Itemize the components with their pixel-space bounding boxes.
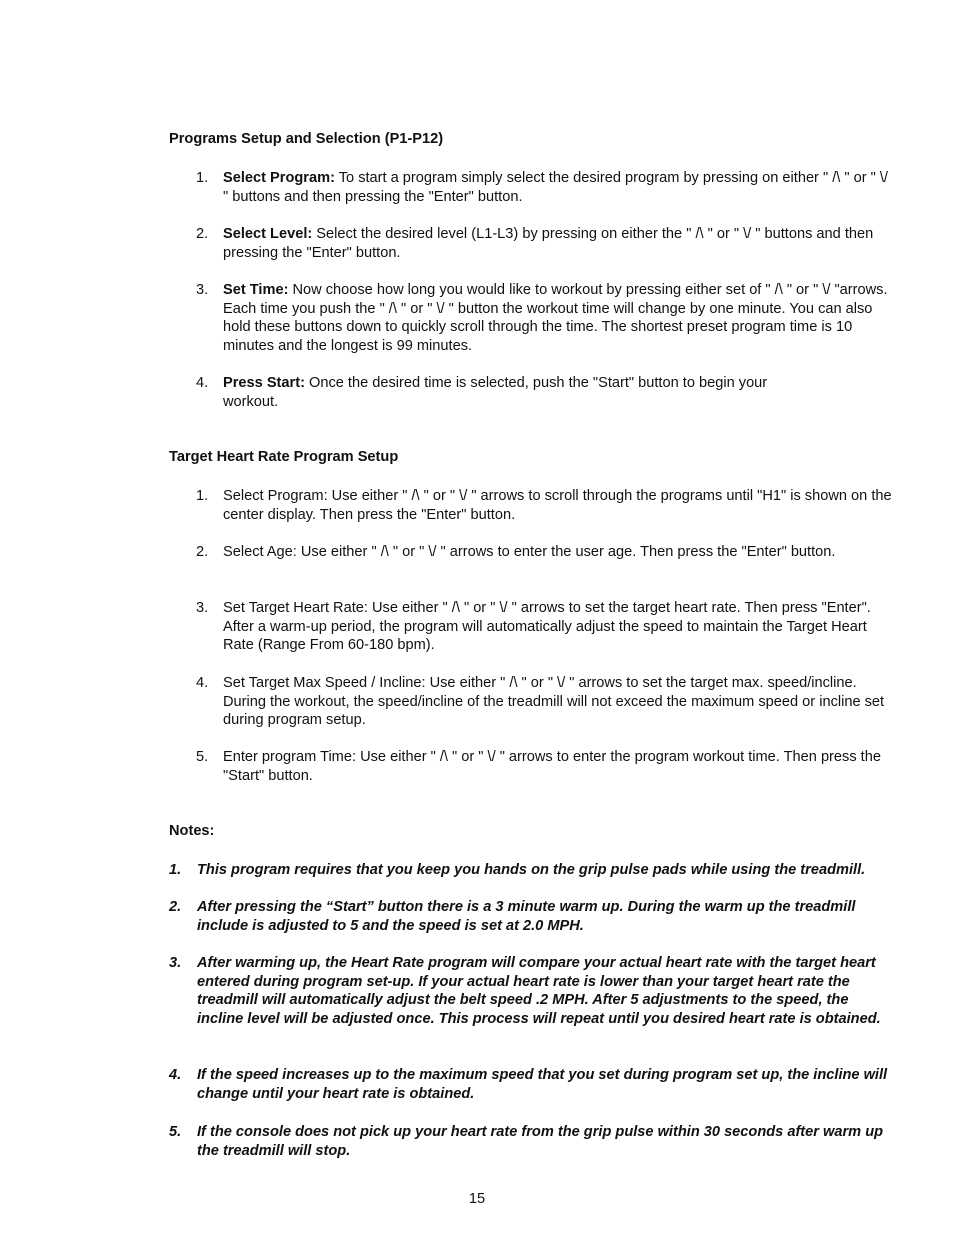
note-text: After pressing the “Start” button there is a 3 minute warm up. During the warm up the treadmill include is adjusted to 5 and the speed is set at 2.0 MPH. xyxy=(197,899,856,934)
list-number: 4. xyxy=(196,375,209,391)
list-item xyxy=(196,748,896,785)
notes-heading: Notes: xyxy=(169,823,215,839)
note-number: 4. xyxy=(169,1067,182,1083)
note-item xyxy=(169,861,894,880)
note-item xyxy=(169,898,894,935)
list-number: 4. xyxy=(196,675,209,691)
note-number: 3. xyxy=(169,955,182,971)
item-label: Press Start: xyxy=(223,375,305,391)
item-text: Set Target Max Speed / Incline: Use either " /\ " or " \/ " arrows to set the target max. speed/incline. During the workout, the speed/incline of the treadmill will not exceed the maximum speed or incline set during program setup. xyxy=(223,675,885,729)
list-number: 1. xyxy=(196,488,209,504)
item-label: Select Level: xyxy=(223,226,313,242)
item-text: To start a program simply select the desired program by pressing on either " /\ " or " \/ " buttons and then pressing the "Enter" button. xyxy=(223,170,888,205)
note-text: After warming up, the Heart Rate program will compare your actual heart rate with the target heart entered during program set-up. If your actual heart rate is lower than your target heart rate the treadmill will automatically adjust the belt speed .2 MPH. After 5 adjustments to the speed, the incline level will be adjusted once. This process will repeat until you desired heart rate is obtained. xyxy=(197,955,881,1027)
list-number: 3. xyxy=(196,600,209,616)
page-number: 15 xyxy=(468,1191,486,1207)
list-item xyxy=(196,374,816,411)
list-item xyxy=(196,169,896,206)
list-item xyxy=(196,281,896,355)
note-text: This program requires that you keep you hands on the grip pulse pads while using the treadmill. xyxy=(197,862,866,878)
list-item xyxy=(196,487,896,524)
note-item xyxy=(169,954,894,1028)
note-number: 5. xyxy=(169,1124,182,1140)
list-item xyxy=(196,543,896,562)
list-number: 5. xyxy=(196,749,209,765)
list-item xyxy=(196,599,896,655)
list-number: 3. xyxy=(196,282,209,298)
note-text: If the speed increases up to the maximum speed that you set during program set up, the incline will change until your heart rate is obtained. xyxy=(197,1067,888,1102)
note-number: 2. xyxy=(169,899,182,915)
item-text: Once the desired time is selected, push the "Start" button to begin your workout. xyxy=(223,375,768,410)
item-text: Now choose how long you would like to workout by pressing either set of " /\ " or " \/ "arrows. Each time you push the " /\ " or " \/ " button the workout time will change by one minute. You can also hold these buttons down to quickly scroll through the time. The shortest preset program time is 10 minutes and the longest is 99 minutes. xyxy=(223,282,888,354)
item-text: Set Target Heart Rate: Use either " /\ " or " \/ " arrows to set the target heart rate. Then press "Enter". After a warm-up period, the program will automatically adjust the speed to maintain the Target Heart Rate (Range From 60-180 bpm). xyxy=(223,600,871,654)
list-number: 2. xyxy=(196,226,209,242)
item-text: Select the desired level (L1-L3) by pressing on either the " /\ " or " \/ " buttons and then pressing the "Enter" button. xyxy=(223,226,874,261)
item-text: Enter program Time: Use either " /\ " or " \/ " arrows to enter the program workout time. Then press the "Start" button. xyxy=(223,749,881,784)
item-text: Select Age: Use either " /\ " or " \/ " arrows to enter the user age. Then press the "Enter" button. xyxy=(223,544,836,560)
note-item xyxy=(169,1123,894,1160)
list-number: 2. xyxy=(196,544,209,560)
list-item xyxy=(196,225,896,262)
section-heading-programs-setup: Programs Setup and Selection (P1-P12) xyxy=(169,131,444,147)
item-label: Set Time: xyxy=(223,282,289,298)
note-item xyxy=(169,1066,894,1103)
list-item xyxy=(196,674,896,730)
section-heading-target-heart-rate: Target Heart Rate Program Setup xyxy=(169,449,399,465)
item-text: Select Program: Use either " /\ " or " \/ " arrows to scroll through the programs until "H1" is shown on the center display. Then press the "Enter" button. xyxy=(223,488,892,523)
list-number: 1. xyxy=(196,170,209,186)
note-number: 1. xyxy=(169,862,182,878)
note-text: If the console does not pick up your heart rate from the grip pulse within 30 seconds after warm up the treadmill will stop. xyxy=(197,1124,884,1159)
item-label: Select Program: xyxy=(223,170,335,186)
